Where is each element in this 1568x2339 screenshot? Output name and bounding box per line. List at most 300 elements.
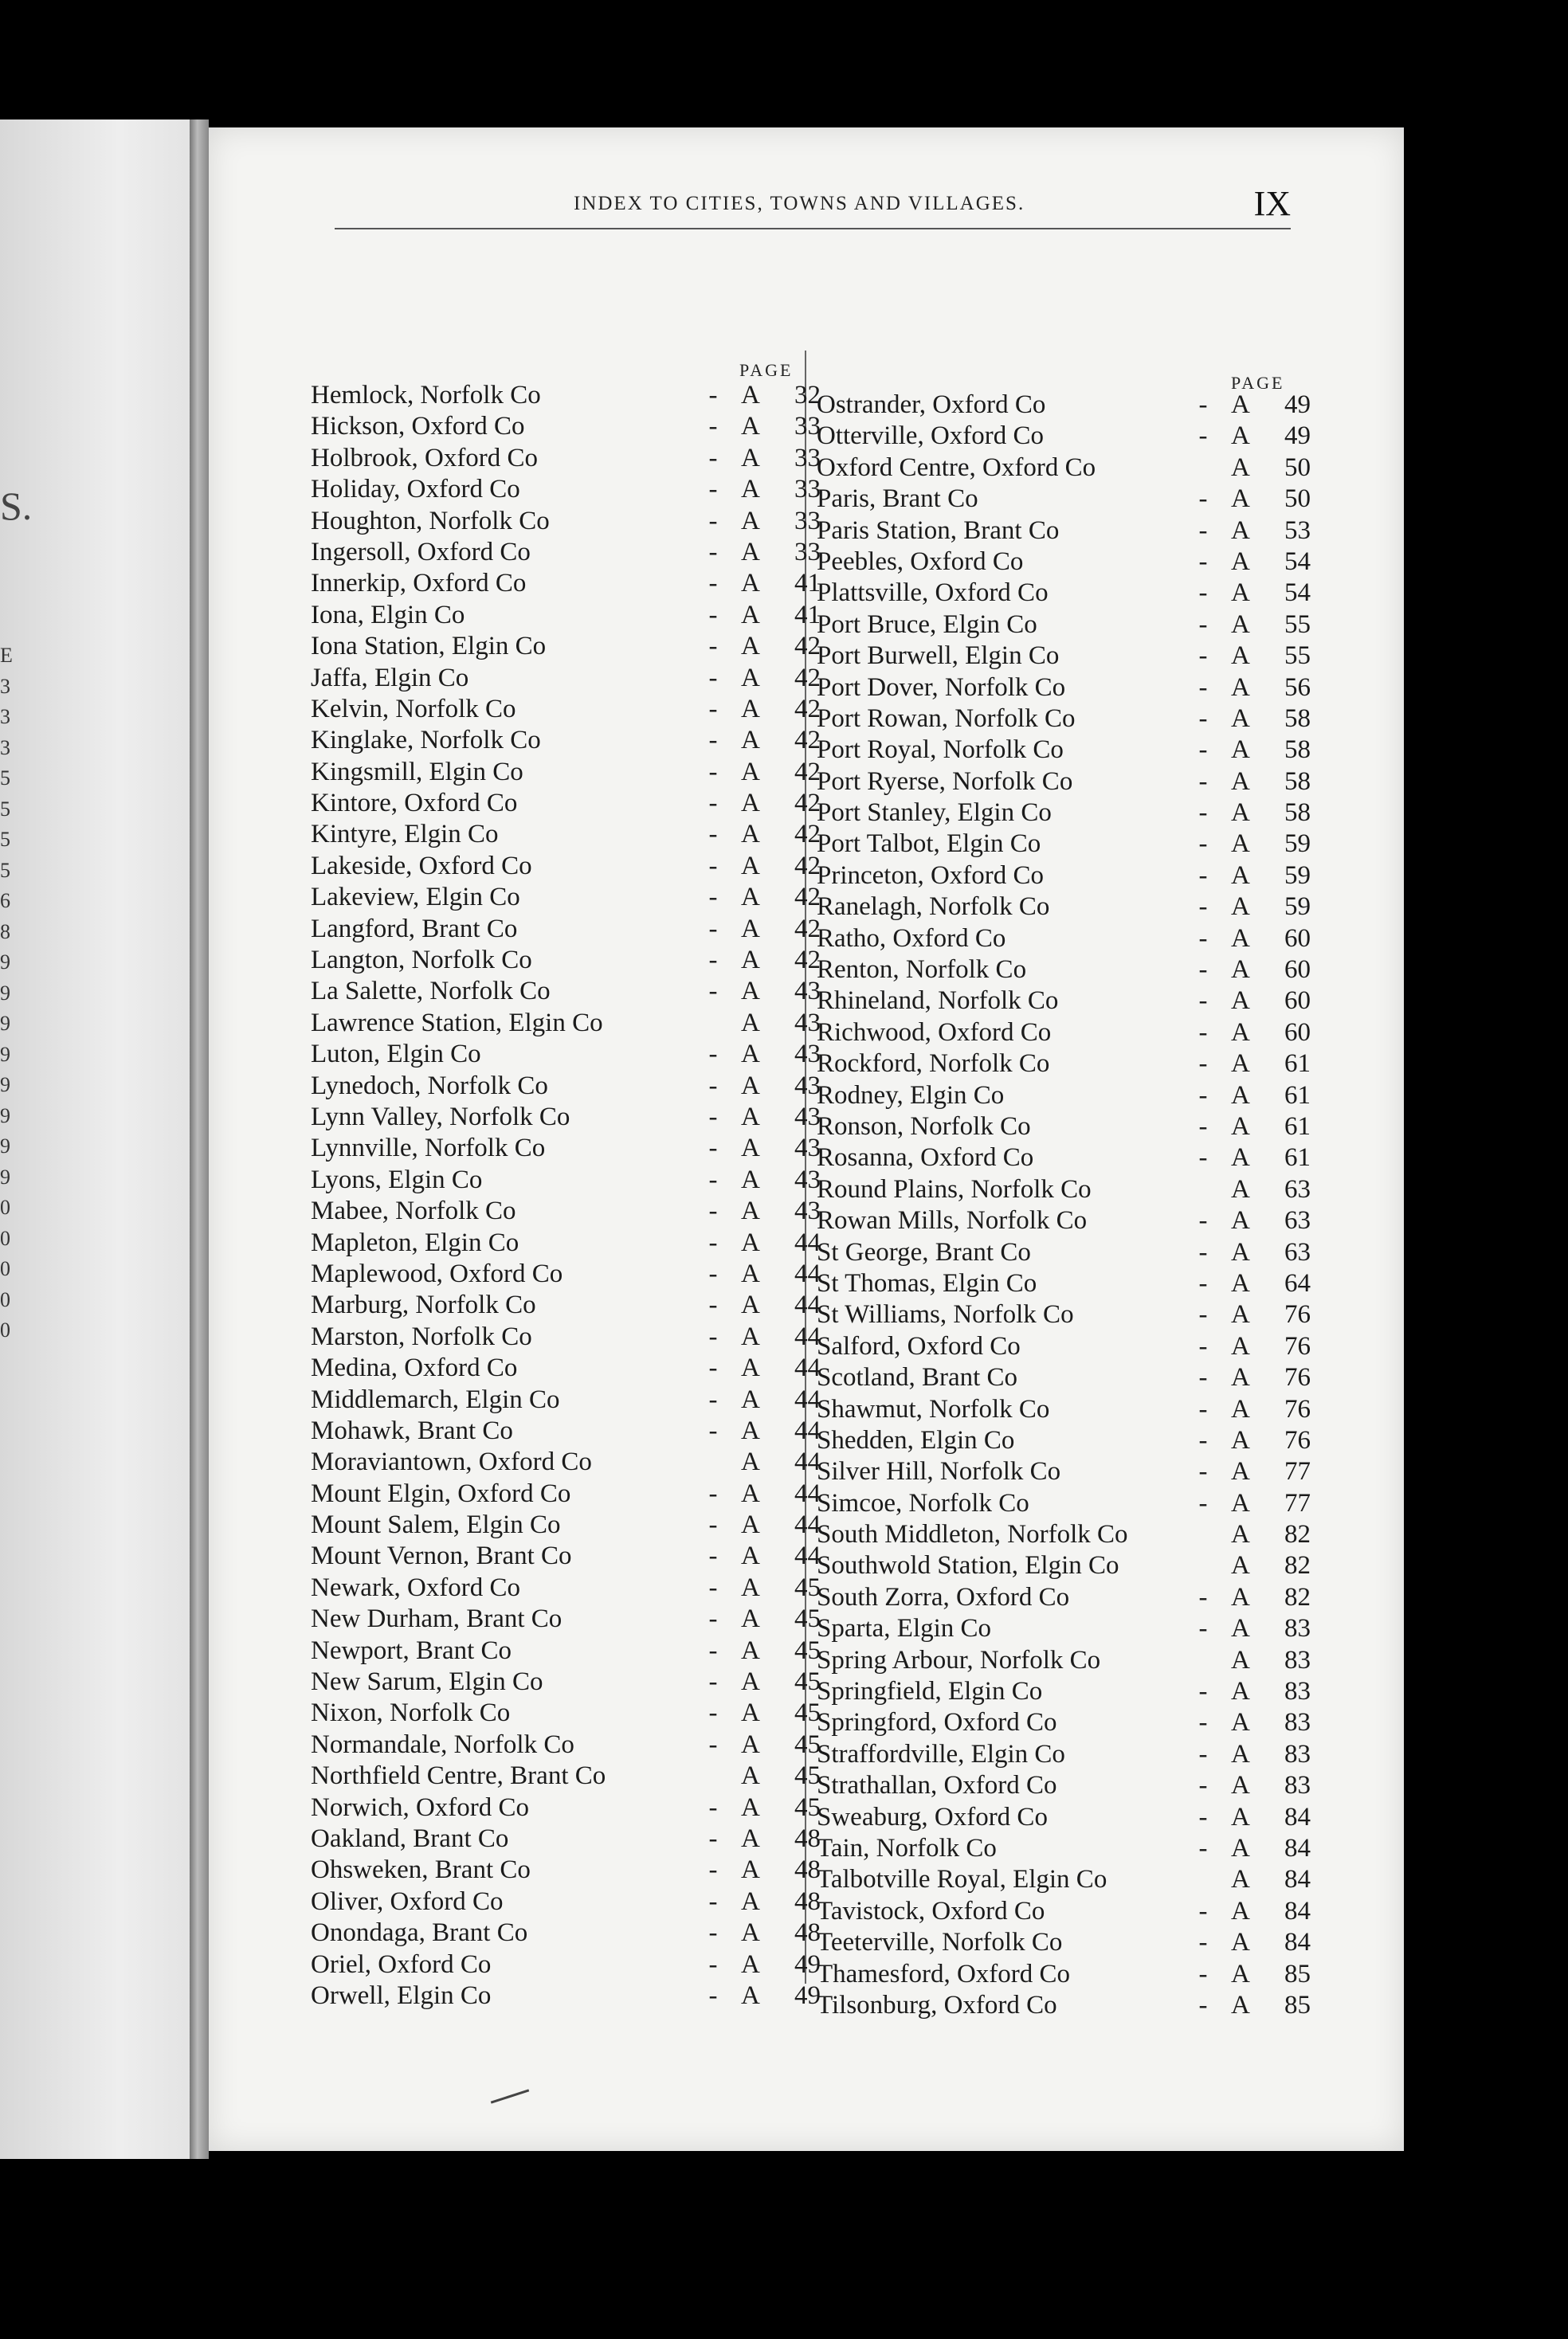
leader-dash: - <box>1198 641 1208 671</box>
section-letter: A <box>1231 1928 1250 1957</box>
place-name: Richwood, Oxford Co <box>817 1017 1052 1047</box>
left-page-fragment: 3 <box>0 674 10 698</box>
leader-dash: - <box>1198 1896 1208 1926</box>
section-letter: A <box>1231 766 1250 796</box>
page-reference <box>725 1260 821 1289</box>
place-name: Medina, Oxford Co <box>311 1354 518 1383</box>
section-letter: A <box>1231 892 1250 922</box>
section-letter: A <box>741 1730 760 1759</box>
page-number-ref: 44 <box>794 1448 821 1477</box>
page-reference <box>725 632 821 661</box>
page-reference <box>725 1573 821 1603</box>
left-page-fragment: 0 <box>0 1287 10 1311</box>
page-reference <box>1215 673 1311 703</box>
leader-dash: - <box>708 789 718 818</box>
index-entry <box>817 1489 1311 1520</box>
page-reference <box>725 726 821 755</box>
page-reference <box>1215 1646 1311 1675</box>
section-letter: A <box>741 1604 760 1634</box>
section-letter: A <box>1231 484 1250 514</box>
book-gutter <box>190 119 209 2159</box>
page-reference <box>725 1009 821 1038</box>
leader-dash: - <box>1198 1488 1208 1518</box>
page-reference <box>725 601 821 630</box>
left-page-fragment: 9 <box>0 950 10 974</box>
page-number-ref: 59 <box>1284 860 1311 890</box>
page-reference <box>725 1197 821 1226</box>
page-reference <box>725 1510 821 1540</box>
page-reference <box>725 664 821 693</box>
place-name: Kelvin, Norfolk Co <box>311 694 516 723</box>
index-entry <box>817 924 1311 955</box>
page-reference <box>1215 1049 1311 1079</box>
page-number-ref: 84 <box>1284 1896 1311 1926</box>
index-entry <box>817 1834 1311 1865</box>
left-page-fragment: 5 <box>0 766 10 789</box>
page-reference <box>1215 892 1311 922</box>
page-number-ref: 76 <box>1284 1425 1311 1455</box>
page-reference <box>725 1981 821 2011</box>
index-entry <box>311 1950 821 1981</box>
place-name: Port Burwell, Elgin Co <box>817 641 1060 671</box>
index-entry <box>817 1897 1311 1928</box>
index-entry <box>311 1604 821 1636</box>
place-name: Sparta, Elgin Co <box>817 1614 992 1644</box>
index-entry <box>311 1416 821 1448</box>
index-entry <box>817 610 1311 641</box>
place-name: Lakeview, Elgin Co <box>311 883 520 912</box>
place-name: Rhineland, Norfolk Co <box>817 986 1059 1016</box>
leader-dash: - <box>1198 1457 1208 1487</box>
page-reference <box>1215 421 1311 451</box>
place-name: Ranelagh, Norfolk Co <box>817 892 1050 922</box>
index-entry <box>817 1269 1311 1300</box>
leader-dash: - <box>1198 703 1208 733</box>
leader-dash: - <box>708 914 718 943</box>
index-entry <box>311 1887 821 1918</box>
page-number-ref: 55 <box>1284 641 1311 671</box>
index-entry <box>311 1918 821 1949</box>
leader-dash: - <box>1198 735 1208 765</box>
page-number-ref: 42 <box>794 663 821 692</box>
page-reference <box>725 1542 821 1571</box>
index-entry <box>817 1960 1311 1991</box>
page-number-ref: 58 <box>1284 703 1311 733</box>
page-number-ref: 60 <box>1284 986 1311 1016</box>
left-page-fragment: 9 <box>0 1012 10 1035</box>
place-name: Nixon, Norfolk Co <box>311 1698 511 1728</box>
place-name: Silver Hill, Norfolk Co <box>817 1457 1061 1487</box>
place-name: Kintore, Oxford Co <box>311 789 518 818</box>
page-reference <box>725 1134 821 1163</box>
page-number-ref: 43 <box>794 1197 821 1226</box>
section-letter: A <box>1231 1206 1250 1236</box>
left-page-fragment: 9 <box>0 1134 10 1158</box>
page-reference <box>725 569 821 598</box>
leader-dash: - <box>1198 1206 1208 1236</box>
place-name: Maplewood, Oxford Co <box>311 1259 563 1288</box>
page-reference <box>725 1448 821 1477</box>
page-number-ref: 48 <box>794 1855 821 1885</box>
place-name: Hickson, Oxford Co <box>311 412 525 441</box>
section-letter: A <box>741 694 760 723</box>
index-entry <box>817 1332 1311 1363</box>
section-letter: A <box>1231 1896 1250 1926</box>
leader-dash: - <box>708 475 718 504</box>
leader-dash: - <box>708 1573 718 1602</box>
index-entry <box>311 1730 821 1761</box>
page-number-ref: 58 <box>1284 798 1311 828</box>
place-name: Northfield Centre, Brant Co <box>311 1761 606 1791</box>
left-page-fragment: 8 <box>0 919 10 943</box>
place-name: Ostrander, Oxford Co <box>817 390 1046 419</box>
leader-dash: - <box>1198 1080 1208 1110</box>
place-name: Peebles, Oxford Co <box>817 547 1024 576</box>
page-reference <box>1215 829 1311 859</box>
index-entry <box>817 673 1311 704</box>
page-number-ref: 45 <box>794 1573 821 1602</box>
page-reference <box>725 1322 821 1352</box>
leader-dash: - <box>708 1792 718 1822</box>
section-letter: A <box>1231 1363 1250 1393</box>
leader-dash: - <box>1198 1268 1208 1298</box>
place-name: Iona Station, Elgin Co <box>311 632 547 661</box>
section-letter: A <box>741 1322 760 1351</box>
section-letter: A <box>1231 1049 1250 1079</box>
index-entry <box>817 1740 1311 1771</box>
section-letter: A <box>741 820 760 849</box>
section-letter: A <box>1231 1268 1250 1298</box>
section-letter: A <box>1231 641 1250 671</box>
place-name: Iona, Elgin Co <box>311 600 465 629</box>
page-reference <box>1215 1551 1311 1581</box>
section-letter: A <box>741 1479 760 1508</box>
index-entry <box>817 892 1311 923</box>
section-letter: A <box>741 1071 760 1100</box>
place-name: Langford, Brant Co <box>311 914 518 943</box>
page-number-ref: 45 <box>794 1636 821 1665</box>
page-title: INDEX TO CITIES, TOWNS AND VILLAGES. <box>574 193 1025 214</box>
section-letter: A <box>741 475 760 504</box>
place-name: Renton, Norfolk Co <box>817 955 1027 985</box>
section-letter: A <box>1231 1739 1250 1769</box>
section-letter: A <box>741 1134 760 1163</box>
index-entry <box>311 1322 821 1354</box>
page-number-ref: 44 <box>794 1510 821 1540</box>
index-entry <box>311 1291 821 1322</box>
page-number-ref: 60 <box>1284 955 1311 985</box>
page-reference <box>725 444 821 473</box>
page-number-ref: 58 <box>1284 735 1311 765</box>
page-reference <box>1215 1740 1311 1769</box>
leader-dash: - <box>708 1698 718 1728</box>
section-letter: A <box>741 1918 760 1948</box>
leader-dash: - <box>1198 1959 1208 1988</box>
leader-dash: - <box>708 1636 718 1665</box>
section-letter: A <box>741 1573 760 1602</box>
left-page-fragment: 0 <box>0 1318 10 1342</box>
place-name: Norwich, Oxford Co <box>311 1792 530 1822</box>
page-reference <box>725 1103 821 1132</box>
section-letter: A <box>1231 1771 1250 1800</box>
page-number-ref: 56 <box>1284 672 1311 702</box>
index-entry <box>817 767 1311 798</box>
page-reference <box>725 1166 821 1195</box>
place-name: Rodney, Elgin Co <box>817 1080 1005 1110</box>
section-letter: A <box>1231 1488 1250 1518</box>
leader-dash: - <box>708 1667 718 1697</box>
leader-dash: - <box>708 726 718 755</box>
place-name: Port Talbot, Elgin Co <box>817 829 1041 859</box>
index-entry <box>311 726 821 757</box>
section-letter: A <box>1231 1457 1250 1487</box>
section-letter: A <box>741 789 760 818</box>
page-number-ref: 49 <box>1284 390 1311 419</box>
page-reference <box>1215 610 1311 640</box>
page-number-ref: 42 <box>794 946 821 975</box>
section-letter: A <box>741 1761 760 1791</box>
section-letter: A <box>1231 1582 1250 1612</box>
place-name: Port Dover, Norfolk Co <box>817 672 1066 702</box>
page-reference <box>1215 484 1311 514</box>
index-entry <box>311 632 821 663</box>
page-reference <box>725 695 821 724</box>
section-letter: A <box>1231 1865 1250 1894</box>
section-letter: A <box>741 600 760 629</box>
section-letter: A <box>1231 421 1250 451</box>
page-number-ref: 33 <box>794 475 821 504</box>
place-name: Normandale, Norfolk Co <box>311 1730 574 1759</box>
place-name: Port Stanley, Elgin Co <box>817 798 1052 828</box>
place-name: Mohawk, Brant Co <box>311 1416 513 1445</box>
section-letter: A <box>1231 1174 1250 1204</box>
place-name: St Williams, Norfolk Co <box>817 1300 1074 1330</box>
leader-dash: - <box>708 412 718 441</box>
page-reference <box>725 412 821 441</box>
place-name: Lawrence Station, Elgin Co <box>311 1008 603 1037</box>
page-reference <box>1215 1112 1311 1142</box>
place-name: Newport, Brant Co <box>311 1636 512 1665</box>
index-entry <box>817 641 1311 672</box>
page-number-ref: 59 <box>1284 829 1311 859</box>
leader-dash: - <box>1198 578 1208 608</box>
page-number-ref: 61 <box>1284 1111 1311 1141</box>
place-name: Kintyre, Elgin Co <box>311 820 499 849</box>
place-name: Spring Arbour, Norfolk Co <box>817 1645 1101 1675</box>
leader-dash: - <box>1198 923 1208 953</box>
index-entry <box>311 946 821 977</box>
index-entry <box>311 1354 821 1385</box>
section-letter: A <box>741 914 760 943</box>
section-letter: A <box>1231 798 1250 828</box>
leader-dash: - <box>708 1479 718 1508</box>
place-name: Paris, Brant Co <box>817 484 978 514</box>
section-letter: A <box>741 1542 760 1571</box>
place-name: Paris Station, Brant Co <box>817 515 1060 545</box>
page-number-ref: 60 <box>1284 923 1311 953</box>
section-letter: A <box>1231 1017 1250 1047</box>
index-entry <box>817 798 1311 829</box>
index-entry <box>817 547 1311 578</box>
page-reference <box>725 789 821 818</box>
page-number-ref: 44 <box>794 1385 821 1414</box>
leader-dash: - <box>708 1730 718 1759</box>
index-entry <box>311 412 821 443</box>
page-reference <box>725 1950 821 1980</box>
page-reference <box>1215 767 1311 797</box>
place-name: Moraviantown, Oxford Co <box>311 1448 592 1477</box>
place-name: Teeterville, Norfolk Co <box>817 1928 1063 1957</box>
section-letter: A <box>741 1040 760 1069</box>
page-number-ref: 76 <box>1284 1394 1311 1424</box>
index-entry <box>311 1761 821 1792</box>
page-number-ref: 45 <box>794 1604 821 1634</box>
page-column-label-left: PAGE <box>739 360 794 380</box>
page-number-ref: 49 <box>1284 421 1311 451</box>
index-entry <box>817 1018 1311 1049</box>
index-entry <box>311 1260 821 1291</box>
section-letter: A <box>741 1667 760 1697</box>
page-reference <box>725 946 821 975</box>
place-name: Oakland, Brant Co <box>311 1824 509 1853</box>
page-reference <box>725 1761 821 1791</box>
section-letter: A <box>1231 1833 1250 1863</box>
left-page-fragment: 9 <box>0 981 10 1005</box>
place-name: Kingsmill, Elgin Co <box>311 757 523 786</box>
page-number-ref: 48 <box>794 1824 821 1853</box>
leader-dash: - <box>708 1259 718 1288</box>
leader-dash: - <box>708 820 718 849</box>
page-number-ref: 43 <box>794 1102 821 1131</box>
leader-dash: - <box>708 1134 718 1163</box>
leader-dash: - <box>708 1824 718 1853</box>
header-rule <box>335 228 1291 229</box>
place-name: Mount Elgin, Oxford Co <box>311 1479 571 1508</box>
page-number-ref: 32 <box>794 381 821 409</box>
page-number-ref: 61 <box>1284 1049 1311 1079</box>
page-reference <box>1215 1991 1311 2020</box>
leader-dash: - <box>708 569 718 598</box>
leader-dash: - <box>708 506 718 535</box>
page-reference <box>725 977 821 1006</box>
place-name: Port Royal, Norfolk Co <box>817 735 1064 765</box>
page-number: IX <box>1253 184 1291 223</box>
index-entry <box>817 1551 1311 1582</box>
place-name: Rockford, Norfolk Co <box>817 1049 1050 1079</box>
leader-dash: - <box>1198 672 1208 702</box>
section-letter: A <box>741 883 760 912</box>
index-entry <box>311 758 821 789</box>
index-entry <box>817 1803 1311 1834</box>
page-number-ref: 63 <box>1284 1206 1311 1236</box>
leader-dash: - <box>708 851 718 880</box>
leader-dash: - <box>708 1855 718 1885</box>
page-reference <box>725 1824 821 1854</box>
index-entry <box>817 1991 1311 2022</box>
place-name: Mount Salem, Elgin Co <box>311 1510 561 1540</box>
leader-dash: - <box>1198 1771 1208 1800</box>
page-number-ref: 54 <box>1284 578 1311 608</box>
section-letter: A <box>741 663 760 692</box>
page-number-ref: 53 <box>1284 515 1311 545</box>
index-entry <box>311 1103 821 1134</box>
index-entry <box>817 1865 1311 1896</box>
place-name: Marburg, Norfolk Co <box>311 1291 536 1320</box>
page-reference <box>725 1072 821 1101</box>
leader-dash: - <box>1198 1708 1208 1738</box>
page-number-ref: 76 <box>1284 1331 1311 1361</box>
section-letter: A <box>741 506 760 535</box>
page-reference <box>1215 1771 1311 1800</box>
section-letter: A <box>741 1291 760 1320</box>
section-letter: A <box>1231 986 1250 1016</box>
section-letter: A <box>1231 1143 1250 1173</box>
page-reference <box>1215 1677 1311 1706</box>
section-letter: A <box>1231 1300 1250 1330</box>
place-name: Lakeside, Oxford Co <box>311 851 532 880</box>
section-letter: A <box>1231 955 1250 985</box>
index-entry <box>311 1072 821 1103</box>
index-entry <box>817 1646 1311 1677</box>
page-number-ref: 41 <box>794 600 821 629</box>
leader-dash: - <box>708 1291 718 1320</box>
page-number-ref: 85 <box>1284 1959 1311 1988</box>
page-reference <box>725 1636 821 1666</box>
left-page-fragment: 5 <box>0 828 10 851</box>
section-letter: A <box>1231 1331 1250 1361</box>
page-header <box>335 177 1291 233</box>
page-reference <box>1215 1426 1311 1456</box>
page-reference <box>1215 1081 1311 1111</box>
left-page-fragment: 5 <box>0 858 10 882</box>
place-name: St George, Brant Co <box>817 1237 1031 1267</box>
page-number-ref: 84 <box>1284 1865 1311 1894</box>
index-entry <box>311 1228 821 1260</box>
page-number-ref: 41 <box>794 569 821 598</box>
section-letter: A <box>1231 609 1250 639</box>
page-reference <box>725 475 821 504</box>
page-reference <box>725 538 821 567</box>
left-page-fragment: 6 <box>0 889 10 912</box>
left-page-fragment: 5 <box>0 797 10 821</box>
index-entry <box>311 695 821 726</box>
page-number-ref: 63 <box>1284 1237 1311 1267</box>
leader-dash: - <box>1198 1111 1208 1141</box>
index-entry <box>311 883 821 914</box>
section-letter: A <box>741 1510 760 1540</box>
page-number-ref: 42 <box>794 694 821 723</box>
section-letter: A <box>741 1949 760 1979</box>
leader-dash: - <box>708 1102 718 1131</box>
section-letter: A <box>1231 453 1250 482</box>
page-number-ref: 83 <box>1284 1708 1311 1738</box>
place-name: St Thomas, Elgin Co <box>817 1268 1037 1298</box>
index-entry <box>311 538 821 569</box>
page-number-ref: 43 <box>794 1071 821 1100</box>
index-entry <box>311 1510 821 1542</box>
page-reference <box>725 1354 821 1383</box>
section-letter: A <box>741 569 760 598</box>
leader-dash: - <box>708 663 718 692</box>
section-letter: A <box>741 1228 760 1257</box>
leader-dash: - <box>708 537 718 566</box>
page-number-ref: 84 <box>1284 1928 1311 1957</box>
section-letter: A <box>741 726 760 755</box>
place-name: New Durham, Brant Co <box>311 1604 563 1634</box>
leader-dash: - <box>708 1354 718 1383</box>
index-entry <box>817 1395 1311 1426</box>
index-entry <box>817 390 1311 421</box>
